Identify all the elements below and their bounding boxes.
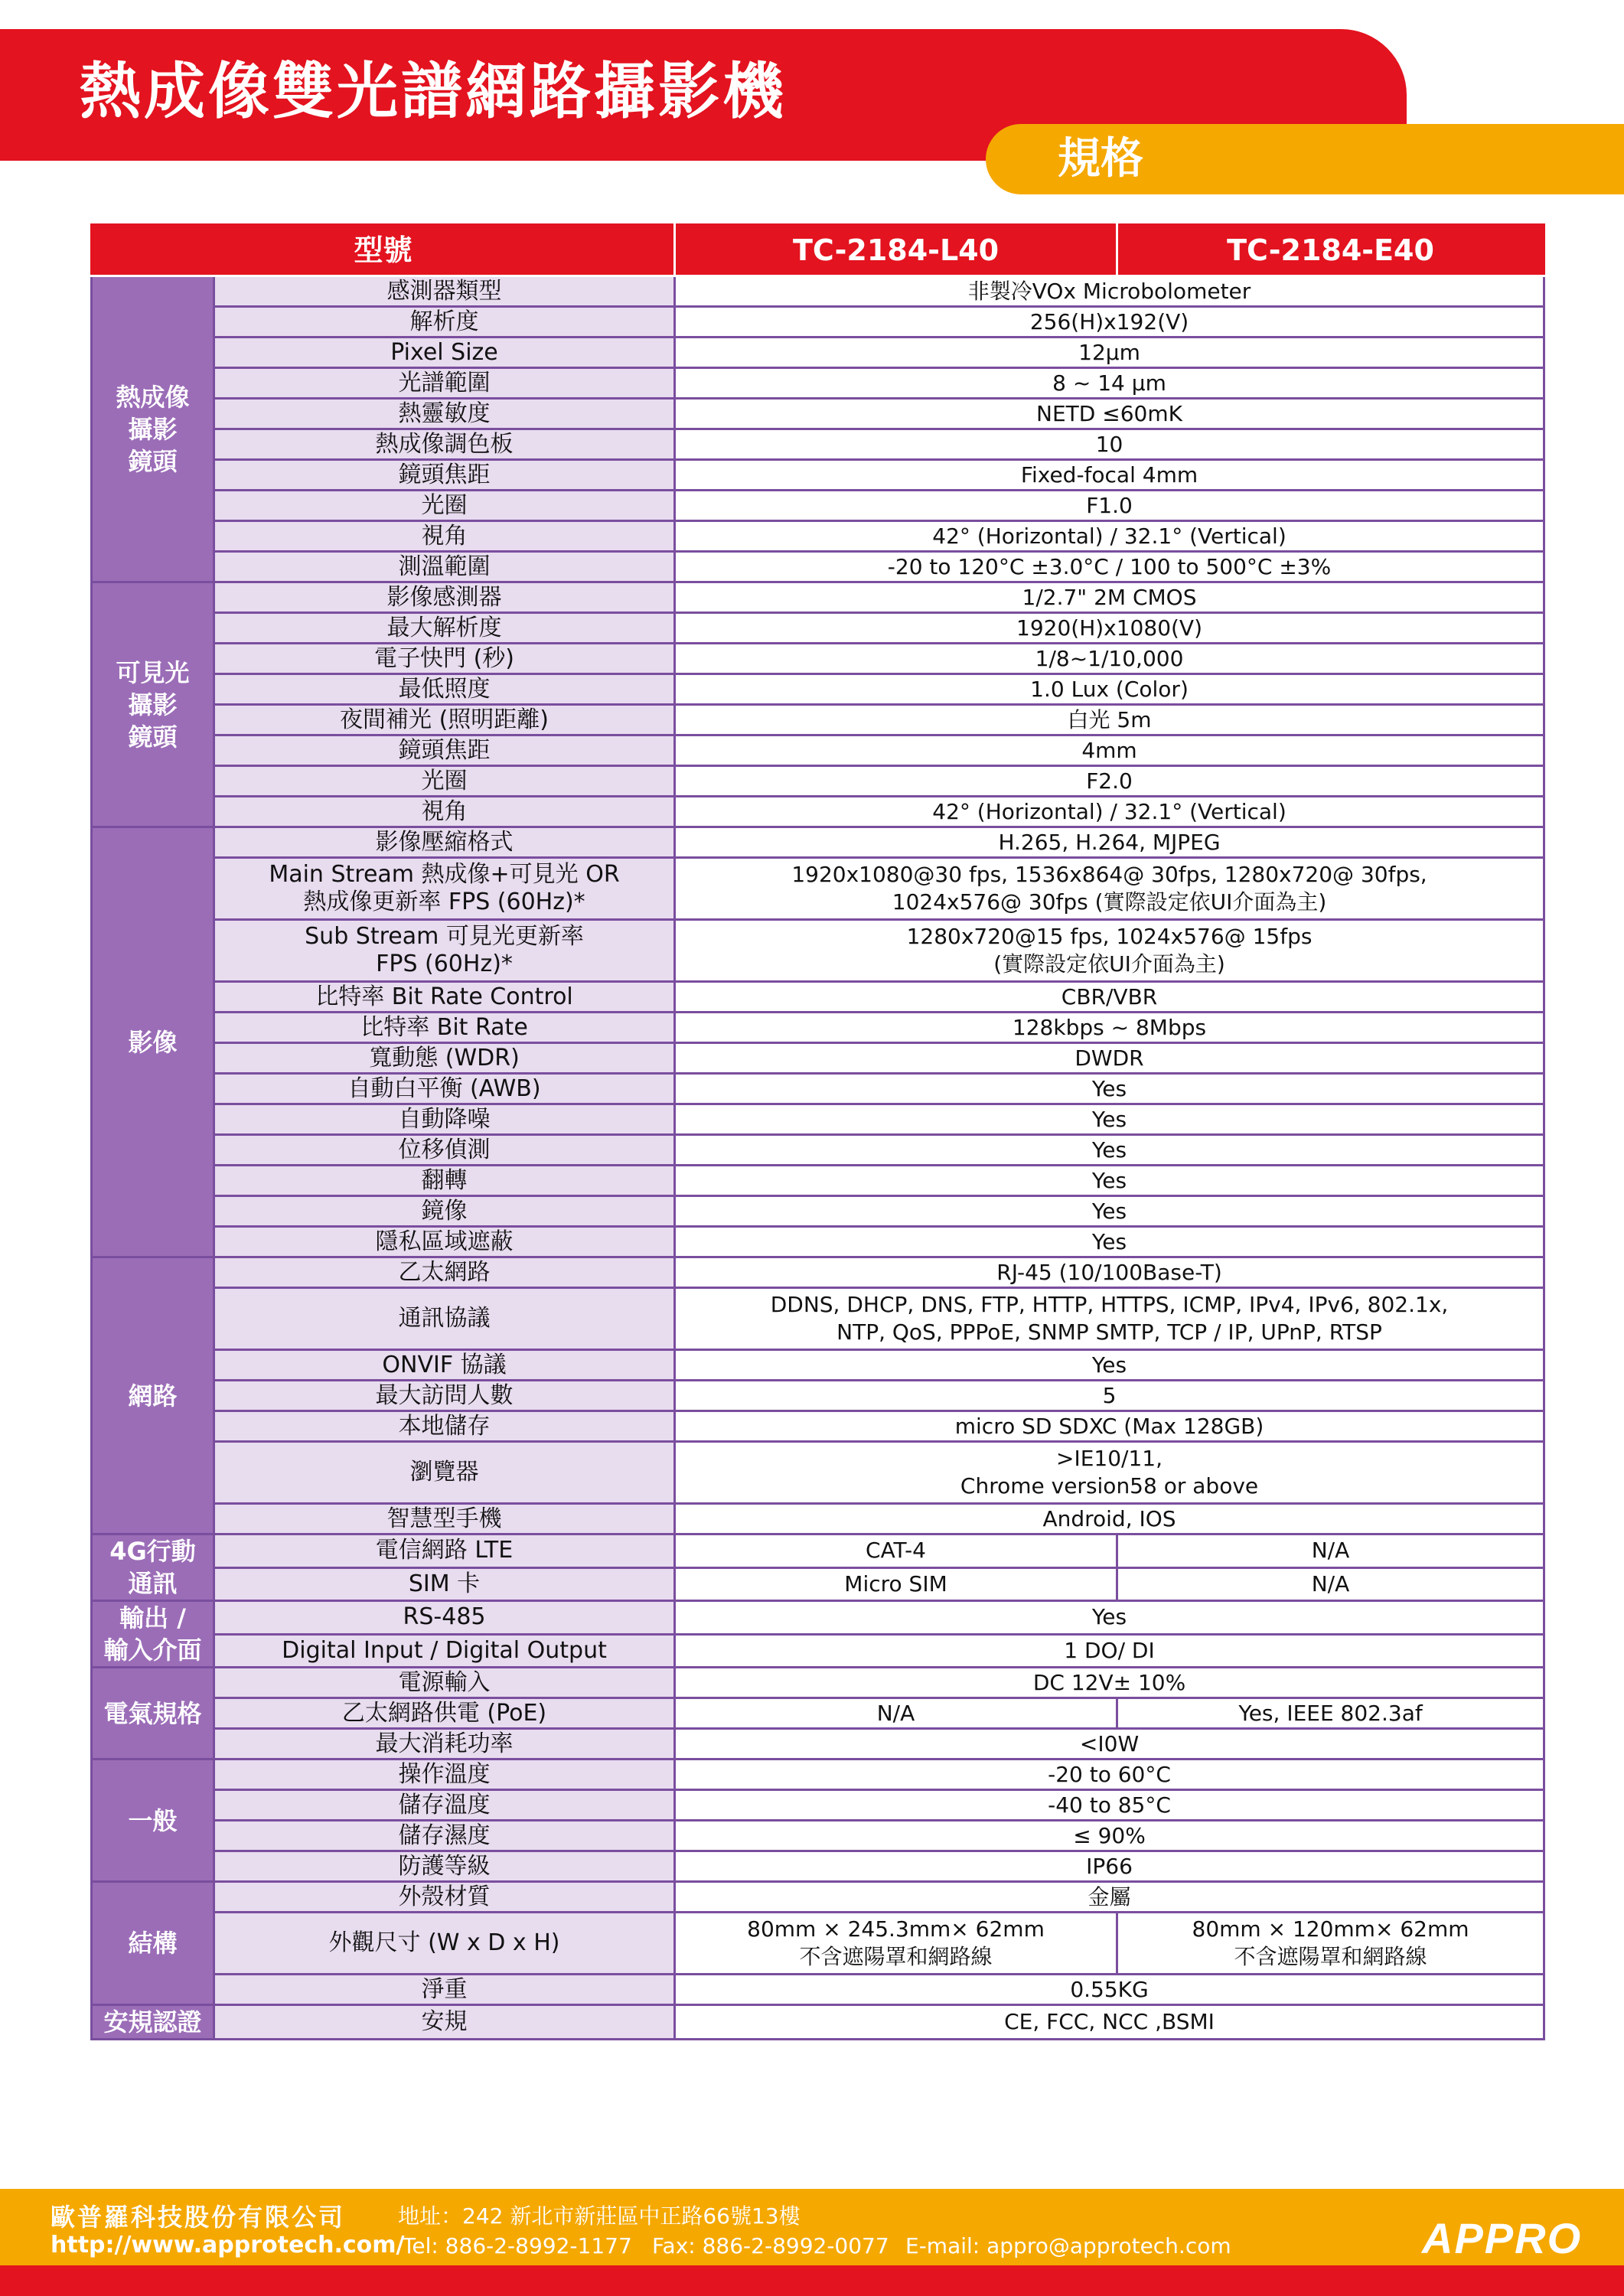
spec-value: Android, IOS: [675, 1504, 1544, 1534]
appro-logo: APPRO: [1422, 2214, 1583, 2262]
spec-label: 鏡頭焦距: [214, 735, 675, 766]
spec-value: RJ-45 (10/100Base-T): [675, 1257, 1544, 1288]
spec-label: 電信網路 LTE: [214, 1534, 675, 1568]
spec-value-l40: 80mm × 245.3mm× 62mm 不含遮陽罩和網路線: [675, 1913, 1117, 1975]
spec-value-l40: N/A: [675, 1698, 1117, 1729]
spec-value-e40: N/A: [1117, 1567, 1544, 1601]
table-row: [92, 797, 1544, 827]
table-row: [92, 1668, 1544, 1698]
spec-label: 外觀尺寸 (W x D x H): [214, 1913, 675, 1975]
spec-value: Yes: [675, 1135, 1544, 1166]
spec-value: 42° (Horizontal) / 32.1° (Vertical): [675, 521, 1544, 552]
spec-label: 最大訪問人數: [214, 1381, 675, 1411]
spec-label: 比特率 Bit Rate Control: [214, 982, 675, 1013]
spec-label: 最大解析度: [214, 613, 675, 644]
table-row: [92, 982, 1544, 1013]
spec-label: 解析度: [214, 307, 675, 338]
spec-value: Yes: [675, 1227, 1544, 1257]
spec-table-body: [92, 276, 1544, 2040]
spec-label: 測溫範圍: [214, 552, 675, 582]
spec-value: Yes: [675, 1104, 1544, 1135]
footer-company: 歐普羅科技股份有限公司: [51, 2203, 346, 2232]
table-row: [92, 1381, 1544, 1411]
spec-label: 最低照度: [214, 674, 675, 705]
table-row: [92, 613, 1544, 644]
spec-label: 乙太網路: [214, 1257, 675, 1288]
spec-label: 本地儲存: [214, 1411, 675, 1442]
spec-label: 視角: [214, 521, 675, 552]
spec-value: 1920(H)x1080(V): [675, 613, 1544, 644]
spec-value: 1/8~1/10,000: [675, 644, 1544, 674]
table-row: [92, 1729, 1544, 1760]
spec-label: SIM 卡: [214, 1567, 675, 1601]
category-cell: [92, 1601, 214, 1668]
table-row: [92, 1196, 1544, 1227]
category-label: 4G行動 通訊: [109, 1537, 196, 1598]
spec-label: 儲存溫度: [214, 1790, 675, 1821]
table-row: [92, 1534, 1544, 1568]
table-row: [92, 368, 1544, 399]
table-row: [92, 491, 1544, 521]
spec-value: 256(H)x192(V): [675, 307, 1544, 338]
spec-value: >IE10/11, Chrome version58 or above: [675, 1442, 1544, 1504]
category-label: 一般: [128, 1805, 178, 1835]
table-row: [92, 1698, 1544, 1729]
spec-label: 影像壓縮格式: [214, 827, 675, 858]
table-row: [92, 920, 1544, 982]
spec-label: 光圈: [214, 766, 675, 797]
table-row: [92, 735, 1544, 766]
header-model-l40: TC-2184-L40: [675, 225, 1117, 276]
category-cell: [92, 1257, 214, 1534]
category-label: 可見光 攝影 鏡頭: [116, 657, 190, 752]
spec-label: 影像感測器: [214, 582, 675, 613]
header-model: 型號: [92, 225, 675, 276]
category-cell: [92, 1760, 214, 1882]
spec-label: 比特率 Bit Rate: [214, 1013, 675, 1043]
table-row: [92, 644, 1544, 674]
spec-label: 熱成像調色板: [214, 429, 675, 460]
spec-label: 光圈: [214, 491, 675, 521]
table-row: [92, 1074, 1544, 1104]
spec-value: micro SD SDXC (Max 128GB): [675, 1411, 1544, 1442]
table-row: [92, 307, 1544, 338]
table-row: [92, 1257, 1544, 1288]
spec-label: Main Stream 熱成像+可見光 OR 熱成像更新率 FPS (60Hz)*: [214, 858, 675, 920]
category-label: 結構: [128, 1929, 178, 1958]
spec-value-l40: Micro SIM: [675, 1567, 1117, 1601]
table-row: [92, 1790, 1544, 1821]
table-header-row: [92, 225, 1544, 276]
spec-label: Sub Stream 可見光更新率 FPS (60Hz)*: [214, 920, 675, 982]
spec-value: 4mm: [675, 735, 1544, 766]
spec-label: RS-485: [214, 1601, 675, 1635]
spec-value: NETD ≤60mK: [675, 399, 1544, 429]
spec-label: 操作溫度: [214, 1760, 675, 1790]
header-model-e40: TC-2184-E40: [1117, 225, 1544, 276]
table-row: [92, 674, 1544, 705]
table-row: [92, 1913, 1544, 1975]
spec-label: 寬動態 (WDR): [214, 1043, 675, 1074]
table-row: [92, 1227, 1544, 1257]
spec-value: CE, FCC, NCC ,BSMI: [675, 2005, 1544, 2040]
category-cell: [92, 827, 214, 1257]
category-label: 電氣規格: [103, 1698, 202, 1728]
spec-value: 金屬: [675, 1882, 1544, 1913]
table-row: [92, 766, 1544, 797]
table-row: [92, 1851, 1544, 1882]
spec-value: Fixed-focal 4mm: [675, 460, 1544, 491]
spec-label: 乙太網路供電 (PoE): [214, 1698, 675, 1729]
table-row: [92, 521, 1544, 552]
spec-value: 1.0 Lux (Color): [675, 674, 1544, 705]
spec-value: 1/2.7" 2M CMOS: [675, 582, 1544, 613]
category-cell: [92, 1534, 214, 1601]
spec-value: Yes: [675, 1601, 1544, 1635]
page-subtitle: 規格: [1058, 134, 1143, 184]
spec-value: 10: [675, 429, 1544, 460]
spec-label: 瀏覽器: [214, 1442, 675, 1504]
spec-table: [90, 223, 1545, 2040]
table-row: [92, 399, 1544, 429]
spec-value: 128kbps ~ 8Mbps: [675, 1013, 1544, 1043]
table-row: [92, 1350, 1544, 1381]
table-row: [92, 1567, 1544, 1601]
table-row: [92, 1043, 1544, 1074]
category-cell: [92, 2005, 214, 2040]
spec-label: 通訊協議: [214, 1288, 675, 1350]
spec-label: 電源輸入: [214, 1668, 675, 1698]
spec-value: 1 DO/ DI: [675, 1634, 1544, 1668]
spec-label: 儲存濕度: [214, 1821, 675, 1851]
spec-label: 熱靈敏度: [214, 399, 675, 429]
category-label: 網路: [128, 1381, 178, 1411]
table-row: [92, 1104, 1544, 1135]
category-label: 影像: [128, 1027, 178, 1057]
table-row: [92, 1821, 1544, 1851]
spec-value: 12μm: [675, 338, 1544, 368]
table-row: [92, 705, 1544, 735]
table-row: [92, 1442, 1544, 1504]
footer-url-link[interactable]: http://www.approtech.com/: [51, 2232, 405, 2258]
spec-value: F1.0: [675, 491, 1544, 521]
spec-label: 夜間補光 (照明距離): [214, 705, 675, 735]
spec-value: 8 ~ 14 μm: [675, 368, 1544, 399]
spec-label: 自動白平衡 (AWB): [214, 1074, 675, 1104]
spec-value: 5: [675, 1381, 1544, 1411]
table-row: [92, 1634, 1544, 1668]
table-row: [92, 827, 1544, 858]
spec-label: 淨重: [214, 1975, 675, 2005]
spec-value: DWDR: [675, 1043, 1544, 1074]
spec-value: -40 to 85°C: [675, 1790, 1544, 1821]
table-row: [92, 1760, 1544, 1790]
spec-label: Digital Input / Digital Output: [214, 1634, 675, 1668]
spec-label: 隱私區域遮蔽: [214, 1227, 675, 1257]
footer-email-link[interactable]: E-mail: appro@approtech.com: [905, 2233, 1231, 2258]
spec-value: 1920x1080@30 fps, 1536x864@ 30fps, 1280x720@ 30fps, 1024x576@ 30fps (實際設定依UI介面為主): [675, 858, 1544, 920]
spec-label: 鏡像: [214, 1196, 675, 1227]
table-row: [92, 552, 1544, 582]
spec-value: ≤ 90%: [675, 1821, 1544, 1851]
page-title: 熱成像雙光譜網路攝影機: [80, 56, 787, 127]
spec-value-e40: 80mm × 120mm× 62mm 不含遮陽罩和網路線: [1117, 1913, 1544, 1975]
spec-value: Yes: [675, 1074, 1544, 1104]
table-row: [92, 1882, 1544, 1913]
category-cell: [92, 582, 214, 827]
category-label: 輸出 / 輸入介面: [103, 1603, 202, 1665]
footer-fax: Fax: 886-2-8992-0077: [652, 2233, 889, 2258]
table-row: [92, 1288, 1544, 1350]
spec-value: -20 to 120°C ±3.0°C / 100 to 500°C ±3%: [675, 552, 1544, 582]
spec-value: -20 to 60°C: [675, 1760, 1544, 1790]
spec-value: 42° (Horizontal) / 32.1° (Vertical): [675, 797, 1544, 827]
spec-label: Pixel Size: [214, 338, 675, 368]
spec-label: 智慧型手機: [214, 1504, 675, 1534]
table-row: [92, 1135, 1544, 1166]
spec-label: 自動降噪: [214, 1104, 675, 1135]
table-row: [92, 1975, 1544, 2005]
spec-value: Yes: [675, 1196, 1544, 1227]
table-row: [92, 1601, 1544, 1635]
category-cell: [92, 1882, 214, 2005]
footer-tel: Tel: 886-2-8992-1177: [403, 2233, 632, 2258]
spec-value: IP66: [675, 1851, 1544, 1882]
spec-value: 0.55KG: [675, 1975, 1544, 2005]
spec-value: H.265, H.264, MJPEG: [675, 827, 1544, 858]
table-row: [92, 338, 1544, 368]
spec-value: Yes: [675, 1350, 1544, 1381]
spec-value-e40: N/A: [1117, 1534, 1544, 1568]
spec-label: 最大消耗功率: [214, 1729, 675, 1760]
spec-value-e40: Yes, IEEE 802.3af: [1117, 1698, 1544, 1729]
spec-label: 鏡頭焦距: [214, 460, 675, 491]
spec-value: 1280x720@15 fps, 1024x576@ 15fps (實際設定依UI介面為主): [675, 920, 1544, 982]
subtitle-wrap: [986, 124, 1215, 194]
spec-label: 安規: [214, 2005, 675, 2040]
category-cell: [92, 1668, 214, 1760]
spec-value: F2.0: [675, 766, 1544, 797]
category-cell: [92, 276, 214, 582]
spec-value: <I0W: [675, 1729, 1544, 1760]
spec-value: 非製冷VOx Microbolometer: [675, 276, 1544, 307]
spec-label: 視角: [214, 797, 675, 827]
table-row: [92, 582, 1544, 613]
spec-value-l40: CAT-4: [675, 1534, 1117, 1568]
table-row: [92, 1166, 1544, 1196]
table-row: [92, 276, 1544, 307]
spec-label: 電子快門 (秒): [214, 644, 675, 674]
spec-value: DC 12V± 10%: [675, 1668, 1544, 1698]
table-row: [92, 460, 1544, 491]
table-row: [92, 1411, 1544, 1442]
spec-value: 白光 5m: [675, 705, 1544, 735]
table-row: [92, 2005, 1544, 2040]
spec-label: 光譜範圍: [214, 368, 675, 399]
table-row: [92, 1013, 1544, 1043]
spec-label: 防護等級: [214, 1851, 675, 1882]
category-label: 安規認證: [103, 2007, 202, 2037]
spec-label: 外殼材質: [214, 1882, 675, 1913]
spec-label: ONVIF 協議: [214, 1350, 675, 1381]
table-row: [92, 1504, 1544, 1534]
footer-red-strip: [0, 2265, 1624, 2296]
spec-label: 翻轉: [214, 1166, 675, 1196]
footer-address: 地址：242 新北市新莊區中正路66號13樓: [398, 2203, 801, 2229]
spec-value: CBR/VBR: [675, 982, 1544, 1013]
spec-value: DDNS, DHCP, DNS, FTP, HTTP, HTTPS, ICMP, IPv4, IPv6, 802.1x, NTP, QoS, PPPoE, SNMP SMTP, TCP / IP, UPnP, RTSP: [675, 1288, 1544, 1350]
spec-value: Yes: [675, 1166, 1544, 1196]
category-label: 熱成像 攝影 鏡頭: [116, 382, 190, 476]
spec-label: 感測器類型: [214, 276, 675, 307]
table-row: [92, 429, 1544, 460]
spec-label: 位移偵測: [214, 1135, 675, 1166]
table-row: [92, 858, 1544, 920]
